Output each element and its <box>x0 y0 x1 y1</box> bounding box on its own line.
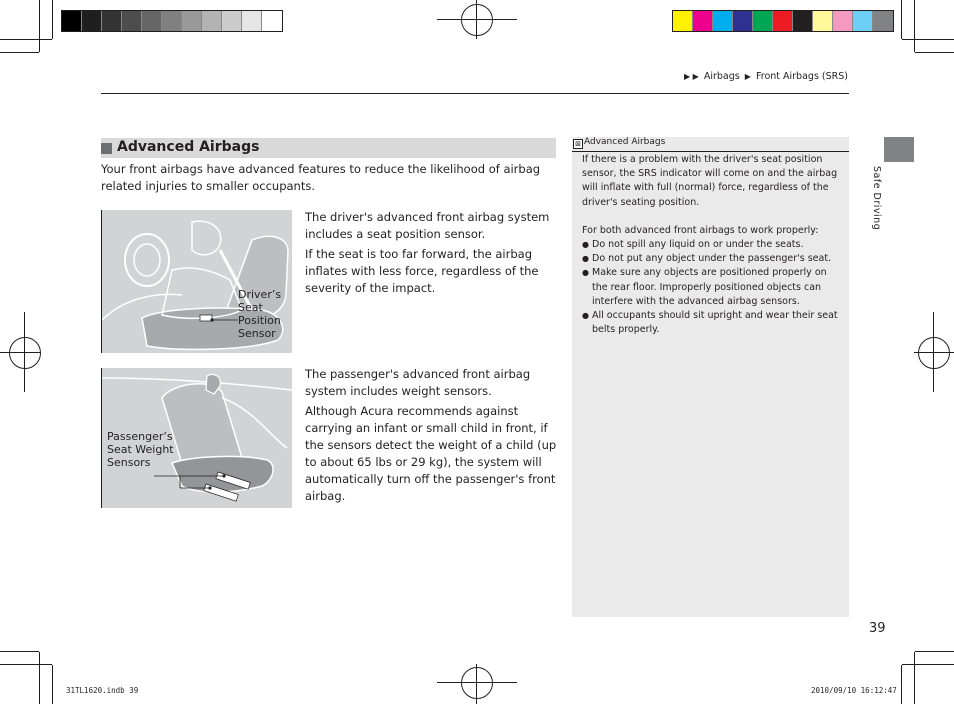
sidebar-paragraph: If there is a problem with the driver's seat position sensor, the SRS indicator will come on and the airbag will inflate with full (normal) force, regardless of the driver's seating position. <box>582 154 838 208</box>
crop-mark <box>901 665 902 704</box>
color-swatch <box>262 11 282 31</box>
crop-mark <box>52 665 53 704</box>
crop-mark <box>0 651 39 652</box>
crop-mark <box>901 0 902 39</box>
chapter-tab-marker[interactable] <box>884 137 914 162</box>
color-swatch <box>793 11 813 31</box>
crop-mark <box>915 651 954 652</box>
page-number: 39 <box>869 621 886 636</box>
color-swatch <box>202 11 222 31</box>
list-item: ● Make sure any objects are positioned properly on the rear floor. Improperly positioned objects can interfere with the advanced airbag sensors. <box>582 266 844 309</box>
sidebar-list <box>582 238 844 337</box>
color-swatch <box>673 11 693 31</box>
breadcrumb <box>682 71 848 82</box>
driver-seat-figure <box>101 210 292 353</box>
color-swatch <box>733 11 753 31</box>
list-item: ● All occupants should sit upright and wear their seat belts properly. <box>582 309 844 337</box>
list-item: ● Do not spill any liquid on or under the seats. <box>582 238 844 252</box>
breadcrumb-arrow-icon: ▶ ▶ <box>683 72 699 81</box>
section-heading <box>101 138 556 158</box>
color-swatch <box>693 11 713 31</box>
footer-file: 31TL1620.indb 39 <box>66 686 139 695</box>
color-swatch <box>142 11 162 31</box>
section-intro: Your front airbags have advanced features to reduce the likelihood of airbag related injuries to smaller occupants. <box>101 162 541 193</box>
breadcrumb-arrow-icon: ▶ <box>744 72 751 81</box>
crop-mark <box>0 52 39 53</box>
color-swatch <box>102 11 122 31</box>
color-swatch <box>753 11 773 31</box>
crop-mark <box>0 664 52 665</box>
list-item: ● Do not put any object under the passenger's seat. <box>582 252 844 266</box>
color-swatch <box>853 11 873 31</box>
sidebar-list-intro: For both advanced front airbags to work properly: <box>582 224 819 236</box>
header-rule <box>101 93 849 94</box>
sidebar-body <box>582 153 844 337</box>
crop-mark <box>39 0 40 52</box>
color-swatch <box>162 11 182 31</box>
gray-calibration-bar <box>61 10 283 32</box>
crop-mark <box>0 39 52 40</box>
crop-mark <box>902 664 954 665</box>
passenger-paragraph-2: Although Acura recommends against carrying an infant or small child in front, if the sensors detect the weight of a child (up to about 65 lbs or 29 kg), the system will automatically turn off the passenger's front airbag. <box>305 404 557 503</box>
reference-icon: ⊠ <box>573 139 583 149</box>
passenger-paragraph-1: The passenger's advanced front airbag system includes weight sensors. <box>305 367 531 398</box>
crop-mark <box>902 39 954 40</box>
crop-mark <box>39 652 40 704</box>
breadcrumb-item-front-airbags[interactable]: Front Airbags (SRS) <box>755 71 848 82</box>
passenger-text <box>305 366 560 508</box>
driver-paragraph-2: If the seat is too far forward, the airbag inflates with less force, regardless of the severity of the impact. <box>305 247 539 295</box>
crop-mark <box>914 652 915 704</box>
color-swatch <box>833 11 853 31</box>
color-swatch <box>222 11 242 31</box>
color-swatch <box>873 11 893 31</box>
color-swatch <box>242 11 262 31</box>
color-calibration-bar <box>672 10 894 32</box>
section-square-icon <box>101 143 112 154</box>
chapter-tab-label: Safe Driving <box>871 166 882 231</box>
passenger-sensor-label: Passenger’s Seat Weight Sensors <box>107 430 174 469</box>
color-swatch <box>62 11 82 31</box>
passenger-seat-figure <box>101 368 292 508</box>
color-swatch <box>182 11 202 31</box>
sidebar-heading <box>572 137 849 152</box>
color-swatch <box>773 11 793 31</box>
color-swatch <box>713 11 733 31</box>
crop-mark <box>52 0 53 39</box>
crop-mark <box>915 52 954 53</box>
footer-timestamp: 2010/09/10 16:12:47 <box>811 686 897 695</box>
driver-text <box>305 209 560 300</box>
crop-mark <box>914 0 915 52</box>
color-swatch <box>813 11 833 31</box>
breadcrumb-item-airbags[interactable]: Airbags <box>703 71 740 82</box>
section-title: Advanced Airbags <box>117 139 260 155</box>
color-swatch <box>82 11 102 31</box>
driver-sensor-label: Driver’s Seat Position Sensor <box>238 288 282 340</box>
driver-paragraph-1: The driver's advanced front airbag system includes a seat position sensor. <box>305 210 550 241</box>
sidebar-heading-label: Advanced Airbags <box>584 137 666 147</box>
color-swatch <box>122 11 142 31</box>
